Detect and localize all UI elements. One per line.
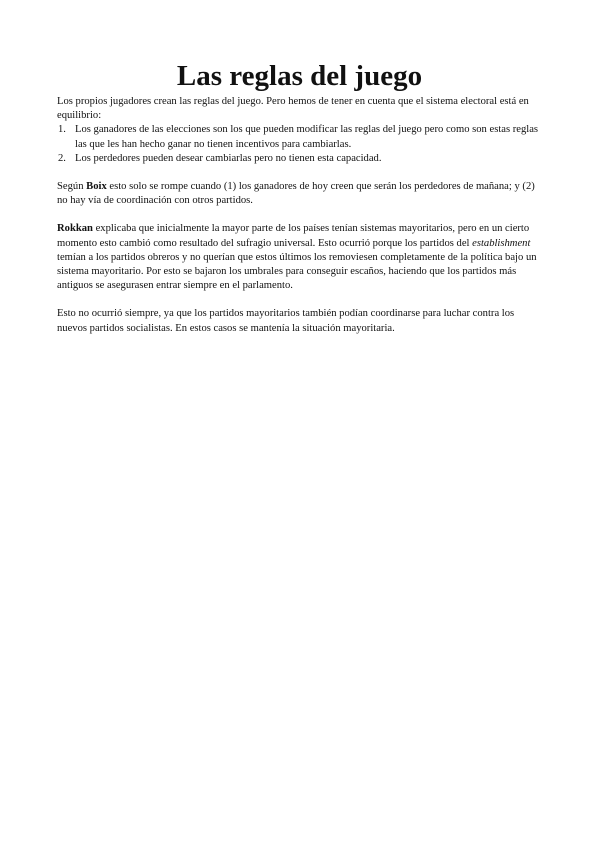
rokkan-text-2: temían a los partidos obreros y no querían que estos últimos los removiesen completamente de la política bajo un sistema mayoritario. Por esto se bajaron los umbrales para conseguir escaños, haciendo que los partidos más antiguos se asegurasen entrar siempre en el parlamento. <box>57 251 537 292</box>
list-item-text: Los perdedores pueden desear cambiarlas pero no tienen esta capacidad. <box>75 152 382 164</box>
list-item-number: 2. <box>58 152 66 164</box>
list-item <box>57 152 541 166</box>
closing-paragraph: Esto no ocurrió siempre, ya que los partidos mayoritarios también podían coordinarse para luchar contra los nuevos partidos socialistas. En estos casos se mantenía la situación mayoritaria. <box>57 308 515 334</box>
list-item <box>57 123 541 151</box>
rokkan-text-1: explicaba que inicialmente la mayor parte de los países tenían sistemas mayoritarios, pero en un cierto momento esto cambió como resultado del sufragio universal. Esto ocurrió porque los partidos del <box>57 223 530 249</box>
boix-paragraph <box>57 180 541 208</box>
boix-text: esto solo se rompe cuando (1) los ganadores de hoy creen que serán los perdedores de mañana; y (2) no hay vía de coordinación con otros partidos. <box>57 181 535 207</box>
page-title: Las reglas del juego <box>176 60 423 92</box>
numbered-list <box>57 123 541 166</box>
establishment-term: establishment <box>472 237 531 249</box>
boix-name: Boix <box>86 181 107 193</box>
rokkan-paragraph <box>57 222 541 293</box>
document-body <box>57 95 541 336</box>
list-item-text: Los ganadores de las elecciones son los que pueden modificar las reglas del juego pero como son estas reglas las que les han hecho ganar no tienen incentivos para cambiarlas. <box>75 124 539 150</box>
rokkan-name: Rokkan <box>57 223 93 235</box>
intro-paragraph: Los propios jugadores crean las reglas del juego. Pero hemos de tener en cuenta que el sistema electoral está en equilibrio: <box>57 96 529 122</box>
list-item-number: 1. <box>58 124 66 136</box>
boix-pre: Según <box>57 181 87 193</box>
